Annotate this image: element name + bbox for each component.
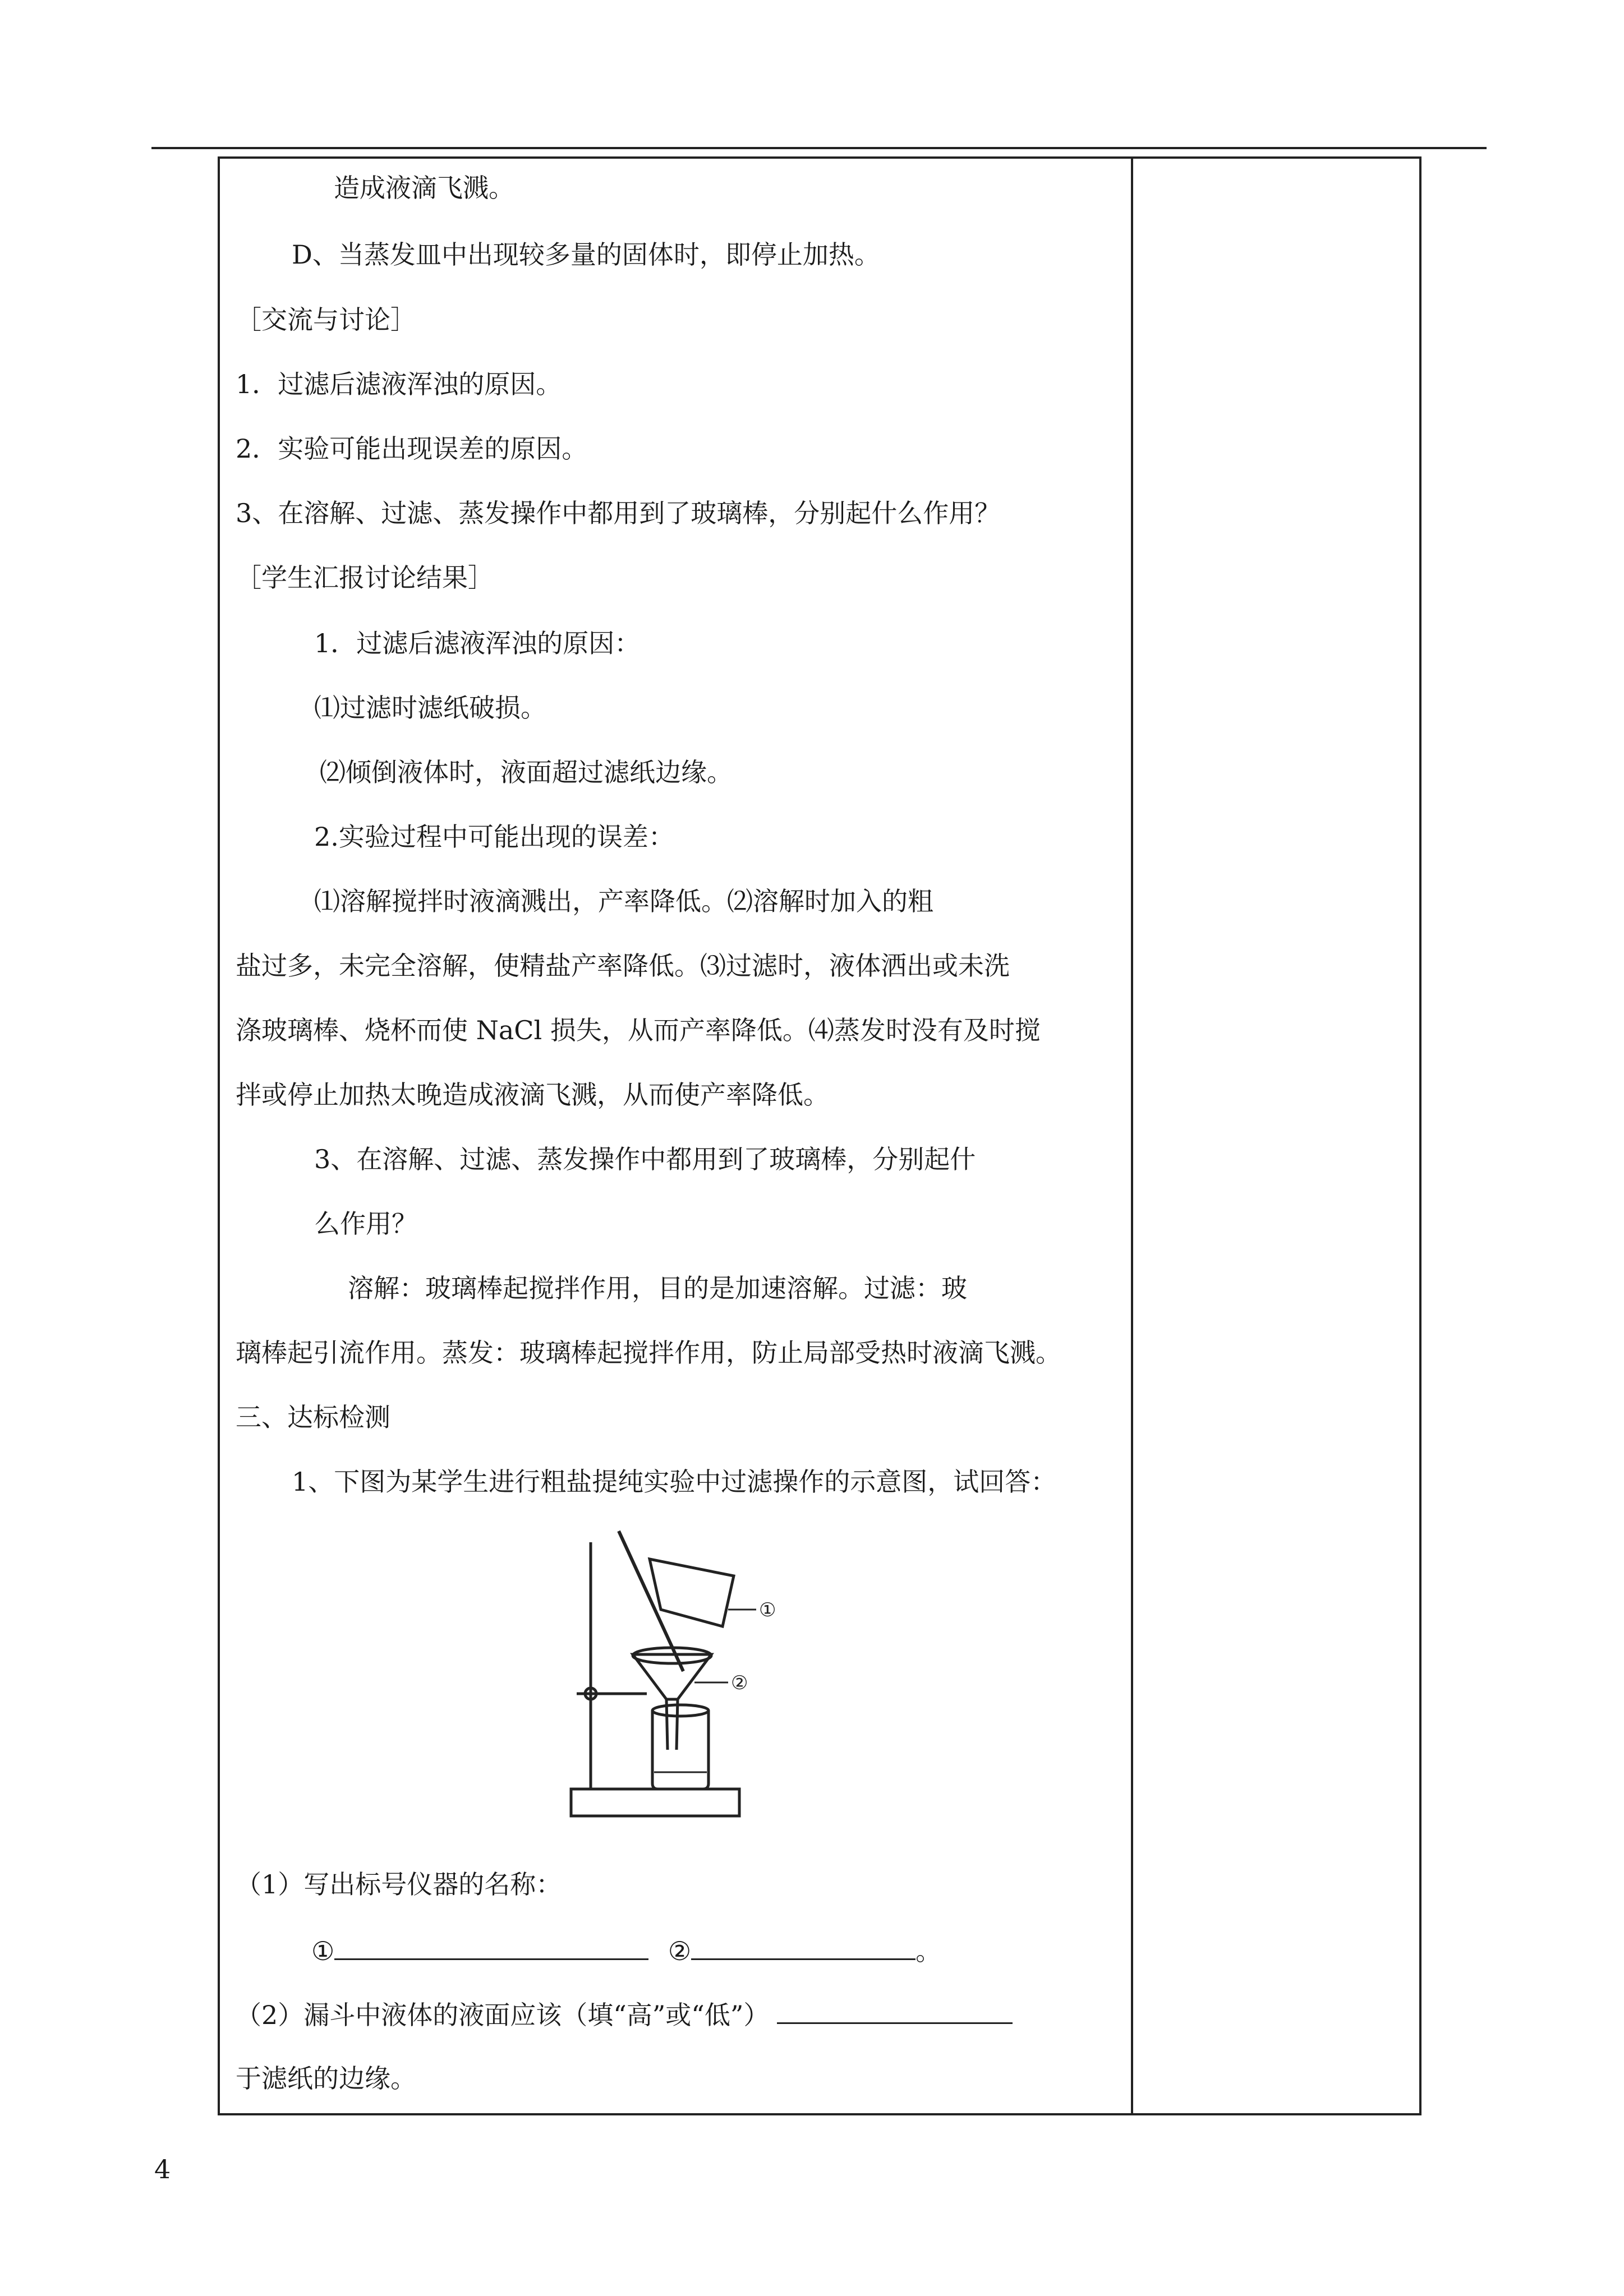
- text-line: 1．过滤后滤液浑浊的原因：: [314, 628, 641, 658]
- beaker: [652, 1711, 709, 1789]
- text-line: ⑵倾倒液体时，液面超过滤纸边缘。: [320, 757, 733, 787]
- filtration-apparatus-figure: [565, 1525, 801, 1834]
- text-line: ⑴过滤时滤纸破损。: [314, 693, 546, 723]
- text-line: 盐过多，未完全溶解，使精盐产率降低。⑶过滤时，液体洒出或未洗: [236, 951, 1010, 981]
- blank-end-punct: 。: [915, 1936, 942, 1966]
- page-number: 4: [154, 2154, 171, 2184]
- question-text: 1、下图为某学生进行粗盐提纯实验中过滤操作的示意图，试回答：: [292, 1467, 1057, 1497]
- text-line: 璃棒起引流作用。蒸发：玻璃棒起搅拌作用，防止局部受热时液滴飞溅。: [236, 1338, 1061, 1368]
- pouring-beaker: [650, 1559, 734, 1626]
- text-line: ⑴溶解搅拌时液滴溅出，产率降低。⑵溶解时加入的粗: [314, 886, 933, 916]
- figure-label-1: ①: [759, 1599, 776, 1621]
- answer-blanks-row: [311, 1933, 941, 1968]
- text-line: 造成液滴飞溅。: [334, 173, 514, 203]
- text-line: 3、在溶解、过滤、蒸发操作中都用到了玻璃棒，分别起什么作用？: [236, 498, 1001, 528]
- blank-marker-1: ①: [311, 1936, 335, 1966]
- text-line: D、当蒸发皿中出现较多量的固体时，即停止加热。: [292, 239, 880, 270]
- text-line: 拌或停止加热太晚造成液滴飞溅，从而使产率降低。: [236, 1080, 829, 1110]
- text-line: 么作用？: [314, 1209, 417, 1239]
- blank-marker-2: ②: [668, 1936, 692, 1966]
- question-2-text: （2）漏斗中液体的液面应该（填“高”或“低”）: [236, 2000, 770, 2030]
- text-line: 溶解：玻璃棒起搅拌作用，目的是加速溶解。过滤：玻: [348, 1273, 967, 1303]
- funnel-stem-right: [677, 1699, 678, 1750]
- text-line: 涤玻璃棒、烧杯而使 NaCl 损失，从而产率降低。⑷蒸发时没有及时搅: [236, 1015, 1041, 1045]
- figure-label-2: ②: [731, 1672, 748, 1694]
- text-line: 1．过滤后滤液浑浊的原因。: [236, 369, 562, 399]
- section-heading: 三、达标检测: [236, 1402, 390, 1432]
- section-heading: ［交流与讨论］: [236, 305, 416, 335]
- answer-blank-2[interactable]: [691, 1933, 915, 1960]
- text-line: 3、在溶解、过滤、蒸发操作中都用到了玻璃棒，分别起什: [314, 1144, 976, 1174]
- header-rule: [151, 147, 1487, 149]
- section-heading: ［学生汇报讨论结果］: [236, 563, 494, 593]
- beaker-rim: [652, 1705, 709, 1716]
- answer-blank-1[interactable]: [334, 1933, 648, 1960]
- text-line: 2．实验可能出现误差的原因。: [236, 434, 588, 464]
- question-text: （1）写出标号仪器的名称：: [236, 1869, 562, 1899]
- stand-base: [571, 1789, 739, 1816]
- table-column-divider: [1131, 156, 1133, 2115]
- answer-blank-3[interactable]: [777, 1997, 1013, 2024]
- text-line: 2.实验过程中可能出现的误差：: [314, 822, 674, 852]
- question-text: [236, 1997, 1013, 2032]
- text-line: 于滤纸的边缘。: [236, 2063, 416, 2094]
